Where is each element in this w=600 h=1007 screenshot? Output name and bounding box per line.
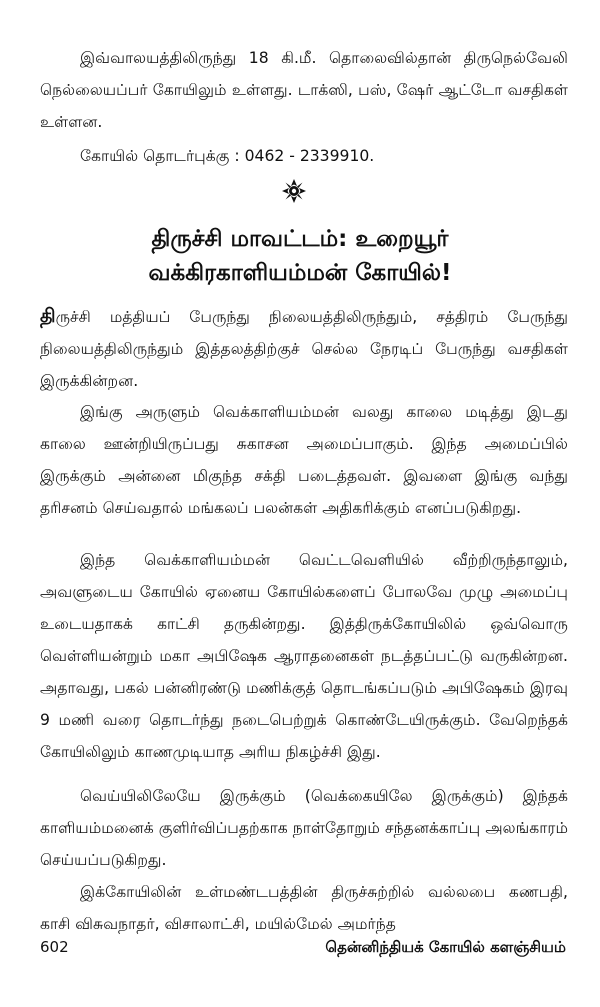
paragraph-1 [40,300,568,397]
contact-line: கோயில் தொடர்புக்கு : 0462 - 2339910. [80,147,375,165]
flower-ornament-icon [281,178,307,204]
paragraph-1-text: ருச்சி மத்தியப் பேருந்து நிலையத்திலிருந்தும், சத்திரம் பேருந்து நிலையத்திலிருந்தும் இத்தலத்திற்குச் செல்ல நேரடிப் பேருந்து வசதிகள் இருக்கின்றன. [40,308,568,390]
paragraph-2: இங்கு அருளும் வெக்காளியம்மன் வலது காலை மடித்து இடது காலை ஊன்றியிருப்பது சுகாசன அமைப்பாகும். இந்த அமைப்பில் இருக்கும் அன்னை மிகுந்த சக்தி படைத்தவள். இவளை இங்கு வந்து தரிசனம் செய்வதால் மங்கலப் பலன்கள் அதிகரிக்கும் எனப்படுகிறது. [40,403,568,517]
book-title: தென்னிந்தியக் கோயில் களஞ்சியம் [325,938,566,956]
page-number: 602 [40,938,69,956]
paragraph-4: வெய்யிலிலேயே இருக்கும் (வெக்கையிலே இருக்கும்) இந்தக் காளியம்மனைக் குளிர்விப்பதற்காக நாள்தோறும் சந்தனக்காப்பு அலங்காரம் செய்யப்படுகிறது. [40,787,568,869]
drop-cap: தி [40,305,56,327]
heading-line-2: வக்கிரகாளியம்மன் கோயில்! [148,260,452,286]
paragraph-5: இக்கோயிலின் உள்மண்டபத்தின் திருச்சுற்றில் வல்லபை கணபதி, காசி விசுவநாதர், விசாலாட்சி, மயில்மேல் அமர்ந்த [40,883,568,933]
heading-line-1: திருச்சி மாவட்டம்: உறையூர் [151,226,449,252]
intro-paragraph: இவ்வாலயத்திலிருந்து 18 கி.மீ. தொலைவில்தான் திருநெல்வேலி நெல்லையப்பர் கோயிலும் உள்ளது. டாக்ஸி, பஸ், ஷேர் ஆட்டோ வசதிகள் உள்ளன. [40,49,568,131]
paragraph-3: இந்த வெக்காளியம்மன் வெட்டவெளியில் வீற்றிருந்தாலும், அவளுடைய கோயில் ஏனைய கோயில்களைப் போலவே முழு அமைப்பு உடையதாகக் காட்சி தருகின்றது. இத்திருக்கோயிலில் ஒவ்வொரு வெள்ளியன்றும் மகா அபிஷேக ஆராதனைகள் நடத்தப்பட்டு வருகின்றன. அதாவது, பகல் பன்னிரண்டு மணிக்குத் தொடங்கப்படும் அபிஷேகம் இரவு 9 மணி வரை தொடர்ந்து நடைபெற்றுக் கொண்டேயிருக்கும். வேறெந்தக் கோயிலிலும் காணமுடியாத அரிய நிகழ்ச்சி இது. [40,551,568,761]
